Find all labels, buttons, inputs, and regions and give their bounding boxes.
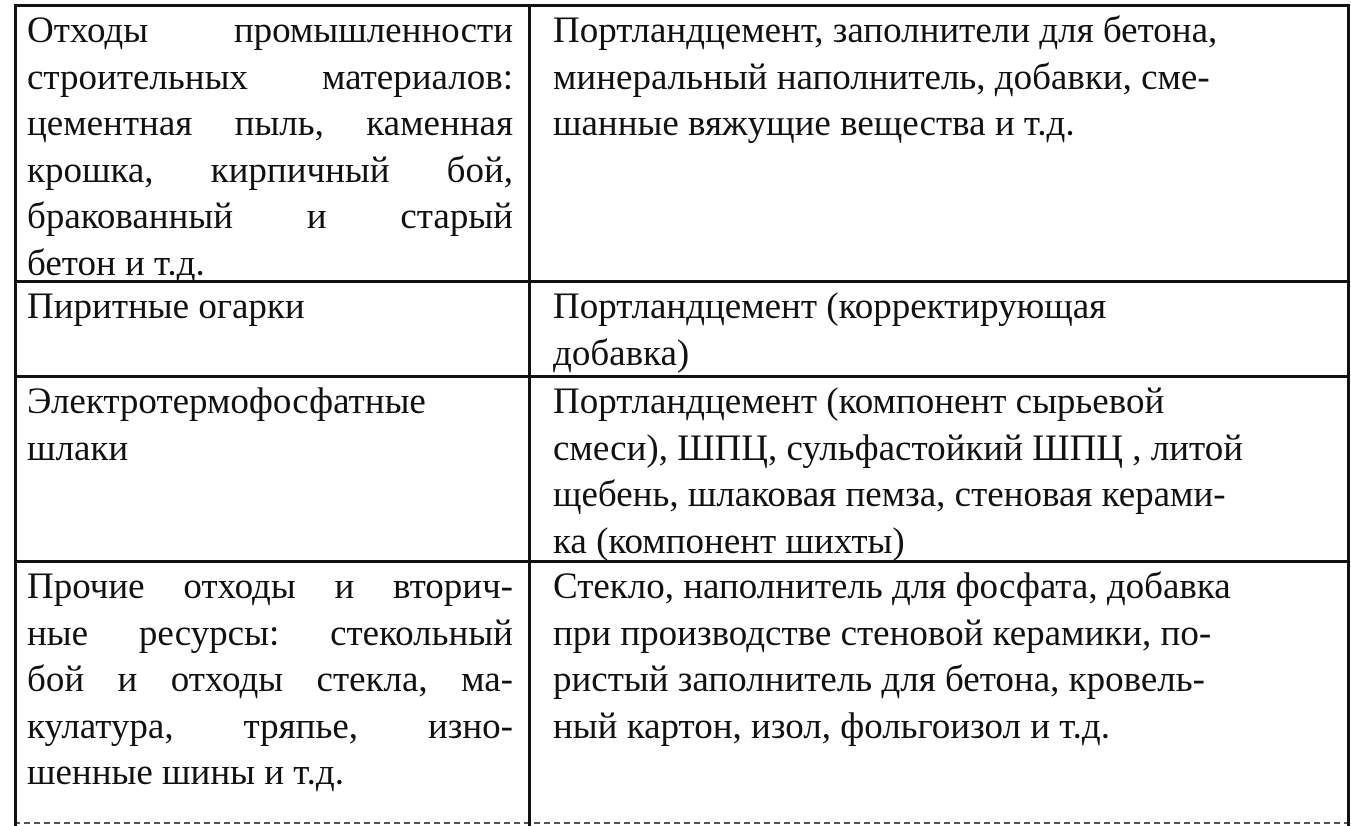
text-line: бой и отходы стекла, ма-	[27, 659, 513, 700]
text-line: ка (компонент шихты)	[553, 520, 905, 562]
column-divider	[528, 4, 531, 826]
text-line: минеральный наполнитель, добавки, сме-	[553, 56, 1210, 98]
row-4-source-cell	[27, 564, 513, 797]
text-line: шлаки	[27, 427, 129, 469]
text-line: добавка)	[553, 332, 690, 374]
table-bottom-border	[14, 822, 1350, 824]
text-line: ные ресурсы: стекольный	[27, 612, 513, 654]
table-left-border	[14, 4, 17, 826]
row-2-source-cell	[27, 284, 513, 331]
text-line: Пиритные огарки	[27, 286, 305, 327]
text-line: Стекло, наполнитель для фосфата, добавка	[553, 566, 1231, 607]
text-line: бракованный и старый	[27, 196, 513, 237]
text-line: Портландцемент, заполнители для бетона,	[553, 10, 1218, 51]
text-line: бетон и т.д.	[27, 242, 205, 284]
text-line: Отходы промышленности	[27, 10, 513, 51]
text-line: шанные вяжущие вещества и т.д.	[553, 103, 1075, 144]
text-line: Портландцемент (корректирующая	[553, 286, 1107, 327]
text-line: ный картон, изол, фольгоизол и т.д.	[553, 705, 1110, 747]
text-line: при производстве стеновой керамики, по-	[553, 612, 1212, 654]
text-line: ристый заполнитель для бетона, кровель-	[553, 659, 1205, 700]
table-top-border	[14, 4, 1350, 7]
text-line: шенные шины и т.д.	[27, 752, 345, 793]
row-4-use-cell	[553, 564, 1333, 750]
text-line: смеси), ШПЦ, сульфастойкий ШПЦ , литой	[553, 427, 1244, 469]
row-3-use-cell	[553, 379, 1333, 565]
text-line: строительных материалов:	[27, 56, 513, 98]
text-line: крошка, кирпичный бой,	[27, 149, 513, 191]
table-right-border	[1347, 4, 1350, 826]
text-line: Электротермофосфатные	[27, 381, 426, 422]
text-line: Прочие отходы и вторич-	[27, 566, 513, 607]
text-line: кулатура, тряпье, изно-	[27, 705, 513, 747]
text-line: Портландцемент (компонент сырьевой	[553, 381, 1165, 422]
text-line: цементная пыль, каменная	[27, 103, 513, 144]
row-1-source-cell	[27, 8, 513, 287]
row-1-use-cell	[553, 8, 1333, 148]
row-2-use-cell	[553, 284, 1333, 377]
row-3-source-cell	[27, 379, 513, 472]
text-line: щебень, шлаковая пемза, стеновая керами-	[553, 474, 1226, 515]
